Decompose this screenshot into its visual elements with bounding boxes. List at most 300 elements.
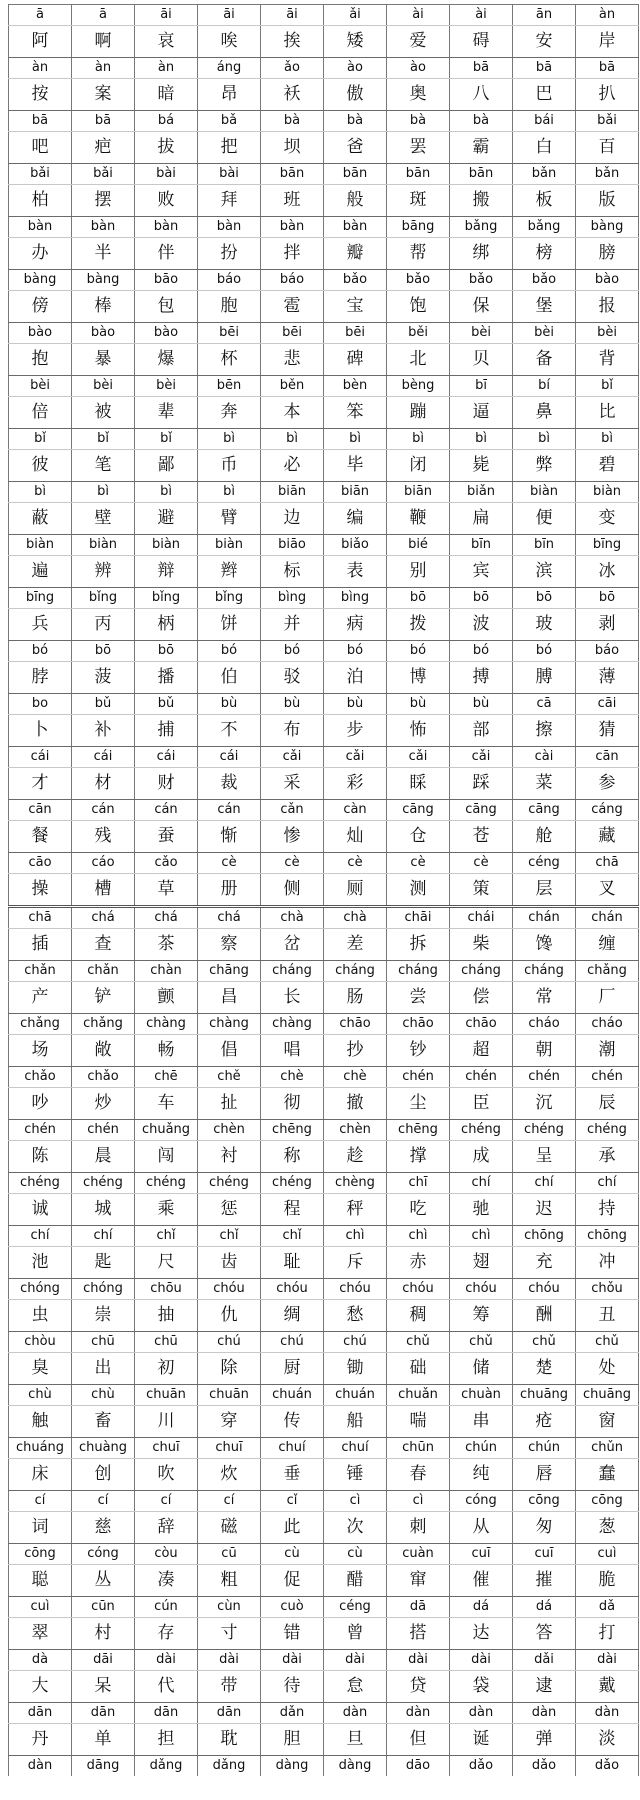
pinyin-cell: chóu — [324, 1279, 387, 1300]
pinyin-cell: chí — [72, 1226, 135, 1247]
hanzi-cell: 斥 — [324, 1247, 387, 1279]
hanzi-cell: 蠢 — [576, 1459, 639, 1491]
pinyin-cell: bó — [450, 641, 513, 662]
pinyin-cell: chǎng — [9, 1014, 72, 1035]
hanzi-cell: 袋 — [450, 1671, 513, 1703]
hanzi-cell: 产 — [9, 982, 72, 1014]
hanzi-cell: 称 — [261, 1141, 324, 1173]
pinyin-cell: bā — [9, 111, 72, 132]
pinyin-cell: dài — [261, 1650, 324, 1671]
hanzi-row — [9, 185, 639, 217]
pinyin-cell: bàn — [324, 217, 387, 238]
pinyin-cell: bàn — [261, 217, 324, 238]
pinyin-cell: bō — [513, 588, 576, 609]
hanzi-cell: 代 — [135, 1671, 198, 1703]
pinyin-cell: chéng — [135, 1173, 198, 1194]
pinyin-cell: àn — [9, 58, 72, 79]
pinyin-cell: bù — [387, 694, 450, 715]
hanzi-cell: 坝 — [261, 132, 324, 164]
pinyin-cell: dān — [9, 1703, 72, 1724]
hanzi-row — [9, 26, 639, 58]
pinyin-cell: céng — [513, 853, 576, 874]
hanzi-cell: 泊 — [324, 662, 387, 694]
pinyin-cell: bié — [387, 535, 450, 556]
hanzi-cell: 潮 — [576, 1035, 639, 1067]
hanzi-row — [9, 79, 639, 111]
pinyin-row — [9, 800, 639, 821]
pinyin-cell: bì — [198, 429, 261, 450]
hanzi-cell: 沉 — [513, 1088, 576, 1120]
pinyin-cell: cāo — [9, 853, 72, 874]
pinyin-cell: dā — [387, 1597, 450, 1618]
hanzi-cell: 笔 — [72, 450, 135, 482]
hanzi-cell: 炒 — [72, 1088, 135, 1120]
pinyin-cell: bìng — [324, 588, 387, 609]
pinyin-cell: chì — [450, 1226, 513, 1247]
pinyin-cell: chēng — [261, 1120, 324, 1141]
hanzi-cell: 苍 — [450, 821, 513, 853]
hanzi-cell: 成 — [450, 1141, 513, 1173]
pinyin-cell: chǔ — [387, 1332, 450, 1353]
pinyin-cell: chuàn — [450, 1385, 513, 1406]
hanzi-cell: 藏 — [576, 821, 639, 853]
pinyin-cell: cǎo — [135, 853, 198, 874]
pinyin-cell: biàn — [576, 482, 639, 503]
hanzi-cell: 侧 — [261, 874, 324, 907]
hanzi-cell: 存 — [135, 1618, 198, 1650]
hanzi-cell: 陈 — [9, 1141, 72, 1173]
pinyin-cell: bān — [450, 164, 513, 185]
pinyin-cell: cè — [450, 853, 513, 874]
hanzi-cell: 长 — [261, 982, 324, 1014]
pinyin-cell: chàng — [261, 1014, 324, 1035]
hanzi-cell: 编 — [324, 503, 387, 535]
hanzi-cell: 板 — [513, 185, 576, 217]
hanzi-cell: 淡 — [576, 1724, 639, 1756]
pinyin-cell: cè — [387, 853, 450, 874]
pinyin-cell: bù — [450, 694, 513, 715]
pinyin-cell: chǔ — [576, 1332, 639, 1353]
pinyin-cell: chán — [513, 907, 576, 929]
pinyin-cell: chuí — [324, 1438, 387, 1459]
hanzi-cell: 绸 — [261, 1300, 324, 1332]
pinyin-row — [9, 58, 639, 79]
pinyin-cell: dàn — [513, 1703, 576, 1724]
hanzi-row — [9, 609, 639, 641]
hanzi-cell: 备 — [513, 344, 576, 376]
pinyin-cell: bō — [387, 588, 450, 609]
pinyin-cell: cán — [135, 800, 198, 821]
pinyin-cell: bǎi — [9, 164, 72, 185]
hanzi-cell: 辫 — [198, 556, 261, 588]
hanzi-cell: 仓 — [387, 821, 450, 853]
pinyin-cell: chuáng — [9, 1438, 72, 1459]
pinyin-cell: chuǎn — [387, 1385, 450, 1406]
hanzi-cell: 残 — [72, 821, 135, 853]
pinyin-cell: còu — [135, 1544, 198, 1565]
pinyin-cell: dàn — [324, 1703, 387, 1724]
pinyin-cell: áng — [198, 58, 261, 79]
hanzi-cell: 爱 — [387, 26, 450, 58]
hanzi-cell: 辰 — [576, 1088, 639, 1120]
hanzi-cell: 单 — [72, 1724, 135, 1756]
hanzi-cell: 冰 — [576, 556, 639, 588]
pinyin-table-page — [8, 4, 639, 1776]
hanzi-cell: 窜 — [387, 1565, 450, 1597]
pinyin-row — [9, 1173, 639, 1194]
hanzi-cell: 柴 — [450, 929, 513, 961]
hanzi-cell: 啊 — [72, 26, 135, 58]
pinyin-cell: biàn — [135, 535, 198, 556]
pinyin-cell: chāng — [198, 961, 261, 982]
pinyin-cell: chàng — [198, 1014, 261, 1035]
hanzi-cell: 猜 — [576, 715, 639, 747]
hanzi-cell: 馋 — [513, 929, 576, 961]
pinyin-cell: chéng — [72, 1173, 135, 1194]
hanzi-cell: 趁 — [324, 1141, 387, 1173]
pinyin-cell: cè — [198, 853, 261, 874]
pinyin-cell: bān — [387, 164, 450, 185]
hanzi-cell: 插 — [9, 929, 72, 961]
pinyin-cell: bān — [324, 164, 387, 185]
hanzi-row — [9, 1406, 639, 1438]
hanzi-row — [9, 1565, 639, 1597]
hanzi-cell: 丑 — [576, 1300, 639, 1332]
pinyin-row — [9, 1597, 639, 1618]
pinyin-cell: bǎi — [72, 164, 135, 185]
hanzi-cell: 菠 — [72, 662, 135, 694]
pinyin-cell: biāo — [261, 535, 324, 556]
hanzi-cell: 并 — [261, 609, 324, 641]
pinyin-row — [9, 270, 639, 291]
hanzi-cell: 除 — [198, 1353, 261, 1385]
pinyin-cell: chóng — [9, 1279, 72, 1300]
hanzi-cell: 迟 — [513, 1194, 576, 1226]
pinyin-cell: chāo — [324, 1014, 387, 1035]
hanzi-cell: 处 — [576, 1353, 639, 1385]
pinyin-cell: bēi — [261, 323, 324, 344]
pinyin-cell: àn — [135, 58, 198, 79]
pinyin-cell: chì — [324, 1226, 387, 1247]
pinyin-cell: bì — [387, 429, 450, 450]
hanzi-cell: 储 — [450, 1353, 513, 1385]
pinyin-cell: ǎi — [324, 5, 387, 26]
pinyin-cell: bèi — [9, 376, 72, 397]
pinyin-cell: chūn — [387, 1438, 450, 1459]
pinyin-cell: chú — [324, 1332, 387, 1353]
hanzi-cell: 车 — [135, 1088, 198, 1120]
hanzi-cell: 阿 — [9, 26, 72, 58]
pinyin-cell: cuì — [576, 1544, 639, 1565]
hanzi-cell: 厕 — [324, 874, 387, 907]
hanzi-cell: 待 — [261, 1671, 324, 1703]
pinyin-cell: bīn — [450, 535, 513, 556]
hanzi-cell: 尝 — [387, 982, 450, 1014]
hanzi-cell: 惩 — [198, 1194, 261, 1226]
hanzi-cell: 暗 — [135, 79, 198, 111]
pinyin-cell: dàn — [9, 1756, 72, 1777]
pinyin-cell: cán — [72, 800, 135, 821]
pinyin-cell: dān — [198, 1703, 261, 1724]
hanzi-cell: 槽 — [72, 874, 135, 907]
pinyin-cell: dāi — [72, 1650, 135, 1671]
pinyin-cell: cì — [387, 1491, 450, 1512]
hanzi-cell: 搬 — [450, 185, 513, 217]
pinyin-cell: chōng — [513, 1226, 576, 1247]
hanzi-cell: 齿 — [198, 1247, 261, 1279]
pinyin-cell: cǎn — [261, 800, 324, 821]
pinyin-cell: àn — [72, 58, 135, 79]
pinyin-row — [9, 641, 639, 662]
hanzi-cell: 拜 — [198, 185, 261, 217]
hanzi-cell: 抱 — [9, 344, 72, 376]
pinyin-cell: chí — [450, 1173, 513, 1194]
pinyin-cell: cóng — [72, 1544, 135, 1565]
pinyin-cell: cí — [198, 1491, 261, 1512]
pinyin-cell: dǎng — [198, 1756, 261, 1777]
pinyin-row — [9, 588, 639, 609]
hanzi-cell: 安 — [513, 26, 576, 58]
pinyin-cell: bīng — [576, 535, 639, 556]
hanzi-cell: 畅 — [135, 1035, 198, 1067]
hanzi-cell: 敞 — [72, 1035, 135, 1067]
hanzi-cell: 酬 — [513, 1300, 576, 1332]
hanzi-cell: 磁 — [198, 1512, 261, 1544]
pinyin-cell: bǐ — [72, 429, 135, 450]
hanzi-cell: 贷 — [387, 1671, 450, 1703]
hanzi-row — [9, 1618, 639, 1650]
hanzi-cell: 博 — [387, 662, 450, 694]
pinyin-cell: chú — [198, 1332, 261, 1353]
hanzi-row — [9, 1724, 639, 1756]
pinyin-cell: bā — [513, 58, 576, 79]
hanzi-cell: 锄 — [324, 1353, 387, 1385]
pinyin-cell: cǎi — [324, 747, 387, 768]
hanzi-cell: 爆 — [135, 344, 198, 376]
hanzi-cell: 铲 — [72, 982, 135, 1014]
pinyin-cell: chī — [387, 1173, 450, 1194]
pinyin-cell: dài — [576, 1650, 639, 1671]
hanzi-cell: 串 — [450, 1406, 513, 1438]
pinyin-cell: bàn — [72, 217, 135, 238]
hanzi-cell: 才 — [9, 768, 72, 800]
hanzi-row — [9, 874, 639, 907]
hanzi-cell: 袄 — [261, 79, 324, 111]
pinyin-cell: cái — [9, 747, 72, 768]
hanzi-cell: 答 — [513, 1618, 576, 1650]
pinyin-row — [9, 1279, 639, 1300]
hanzi-cell: 比 — [576, 397, 639, 429]
pinyin-cell: chǐ — [135, 1226, 198, 1247]
pinyin-cell: chén — [387, 1067, 450, 1088]
pinyin-cell: cǐ — [261, 1491, 324, 1512]
hanzi-cell: 出 — [72, 1353, 135, 1385]
hanzi-cell: 挨 — [261, 26, 324, 58]
hanzi-cell: 补 — [72, 715, 135, 747]
pinyin-cell: chá — [135, 907, 198, 929]
pinyin-cell: cè — [324, 853, 387, 874]
pinyin-cell: cì — [324, 1491, 387, 1512]
hanzi-cell: 步 — [324, 715, 387, 747]
pinyin-row — [9, 217, 639, 238]
hanzi-row — [9, 1141, 639, 1173]
hanzi-row — [9, 238, 639, 270]
pinyin-cell: chóng — [72, 1279, 135, 1300]
pinyin-cell: běn — [261, 376, 324, 397]
hanzi-cell: 怖 — [387, 715, 450, 747]
pinyin-cell: bèi — [513, 323, 576, 344]
hanzi-cell: 寸 — [198, 1618, 261, 1650]
hanzi-row — [9, 291, 639, 323]
pinyin-cell: dá — [450, 1597, 513, 1618]
pinyin-row — [9, 1703, 639, 1724]
pinyin-cell: bà — [387, 111, 450, 132]
hanzi-cell: 八 — [450, 79, 513, 111]
pinyin-cell: chén — [576, 1067, 639, 1088]
hanzi-cell: 睬 — [387, 768, 450, 800]
hanzi-cell: 愁 — [324, 1300, 387, 1332]
hanzi-cell: 担 — [135, 1724, 198, 1756]
hanzi-cell: 错 — [261, 1618, 324, 1650]
hanzi-cell: 奔 — [198, 397, 261, 429]
pinyin-cell: chí — [9, 1226, 72, 1247]
hanzi-cell: 床 — [9, 1459, 72, 1491]
hanzi-cell: 辩 — [135, 556, 198, 588]
pinyin-cell: cāng — [387, 800, 450, 821]
pinyin-cell: chéng — [9, 1173, 72, 1194]
hanzi-cell: 倍 — [9, 397, 72, 429]
pinyin-cell: báo — [261, 270, 324, 291]
hanzi-cell: 辨 — [72, 556, 135, 588]
hanzi-cell: 策 — [450, 874, 513, 907]
hanzi-cell: 搭 — [387, 1618, 450, 1650]
hanzi-cell: 冲 — [576, 1247, 639, 1279]
pinyin-cell: bī — [450, 376, 513, 397]
pinyin-cell: bù — [198, 694, 261, 715]
hanzi-cell: 霸 — [450, 132, 513, 164]
pinyin-cell: dǎ — [576, 1597, 639, 1618]
hanzi-row — [9, 1035, 639, 1067]
hanzi-row — [9, 982, 639, 1014]
pinyin-cell: dān — [135, 1703, 198, 1724]
pinyin-cell: bān — [261, 164, 324, 185]
pinyin-cell: cā — [513, 694, 576, 715]
pinyin-row — [9, 1438, 639, 1459]
hanzi-cell: 从 — [450, 1512, 513, 1544]
pinyin-cell: dá — [513, 1597, 576, 1618]
pinyin-cell: bá — [135, 111, 198, 132]
pinyin-cell: bǎng — [513, 217, 576, 238]
pinyin-row — [9, 1226, 639, 1247]
pinyin-cell: cháng — [387, 961, 450, 982]
hanzi-cell: 惨 — [261, 821, 324, 853]
hanzi-cell: 创 — [72, 1459, 135, 1491]
hanzi-cell: 操 — [9, 874, 72, 907]
pinyin-cell: chàng — [135, 1014, 198, 1035]
pinyin-cell: bèi — [135, 376, 198, 397]
hanzi-cell: 鼻 — [513, 397, 576, 429]
hanzi-cell: 按 — [9, 79, 72, 111]
hanzi-cell: 杯 — [198, 344, 261, 376]
pinyin-row — [9, 164, 639, 185]
hanzi-cell: 厨 — [261, 1353, 324, 1385]
hanzi-cell: 匆 — [513, 1512, 576, 1544]
hanzi-cell: 但 — [387, 1724, 450, 1756]
pinyin-row — [9, 482, 639, 503]
hanzi-cell: 币 — [198, 450, 261, 482]
hanzi-cell: 鞭 — [387, 503, 450, 535]
hanzi-cell: 场 — [9, 1035, 72, 1067]
hanzi-cell: 带 — [198, 1671, 261, 1703]
pinyin-cell: chéng — [450, 1120, 513, 1141]
pinyin-cell: chè — [324, 1067, 387, 1088]
pinyin-cell: ǎo — [261, 58, 324, 79]
hanzi-cell: 超 — [450, 1035, 513, 1067]
hanzi-cell: 充 — [513, 1247, 576, 1279]
hanzi-cell: 乘 — [135, 1194, 198, 1226]
hanzi-cell: 罢 — [387, 132, 450, 164]
pinyin-cell: cuì — [9, 1597, 72, 1618]
pinyin-row — [9, 1332, 639, 1353]
pinyin-cell: cháng — [450, 961, 513, 982]
pinyin-cell: āi — [261, 5, 324, 26]
hanzi-cell: 碍 — [450, 26, 513, 58]
pinyin-cell: biān — [261, 482, 324, 503]
hanzi-cell: 堡 — [513, 291, 576, 323]
hanzi-cell: 驳 — [261, 662, 324, 694]
pinyin-cell: bèi — [72, 376, 135, 397]
pinyin-cell: bēi — [324, 323, 387, 344]
hanzi-cell: 参 — [576, 768, 639, 800]
hanzi-cell: 唇 — [513, 1459, 576, 1491]
hanzi-cell: 奥 — [387, 79, 450, 111]
hanzi-cell: 持 — [576, 1194, 639, 1226]
hanzi-cell: 测 — [387, 874, 450, 907]
pinyin-cell: bǎn — [576, 164, 639, 185]
pinyin-cell: bǐng — [72, 588, 135, 609]
pinyin-cell: chéng — [261, 1173, 324, 1194]
pinyin-cell: chuān — [198, 1385, 261, 1406]
pinyin-cell: bà — [450, 111, 513, 132]
pinyin-cell: biǎo — [324, 535, 387, 556]
pinyin-cell: ào — [324, 58, 387, 79]
pinyin-cell: bào — [576, 270, 639, 291]
hanzi-cell: 绑 — [450, 238, 513, 270]
hanzi-cell: 昂 — [198, 79, 261, 111]
hanzi-cell: 丙 — [72, 609, 135, 641]
pinyin-cell: cǎi — [261, 747, 324, 768]
pinyin-cell: bù — [261, 694, 324, 715]
pinyin-row — [9, 1120, 639, 1141]
hanzi-cell: 疤 — [72, 132, 135, 164]
hanzi-cell: 疮 — [513, 1406, 576, 1438]
hanzi-cell: 采 — [261, 768, 324, 800]
hanzi-cell: 曾 — [324, 1618, 387, 1650]
hanzi-cell: 穿 — [198, 1406, 261, 1438]
hanzi-cell: 池 — [9, 1247, 72, 1279]
pinyin-cell: cáng — [576, 800, 639, 821]
hanzi-cell: 差 — [324, 929, 387, 961]
pinyin-cell: àn — [576, 5, 639, 26]
hanzi-cell: 辈 — [135, 397, 198, 429]
pinyin-cell: bēn — [198, 376, 261, 397]
pinyin-cell: dài — [387, 1650, 450, 1671]
hanzi-cell: 虫 — [9, 1300, 72, 1332]
pinyin-cell: báo — [576, 641, 639, 662]
hanzi-row — [9, 1459, 639, 1491]
pinyin-cell: bài — [198, 164, 261, 185]
pinyin-cell: cāi — [576, 694, 639, 715]
